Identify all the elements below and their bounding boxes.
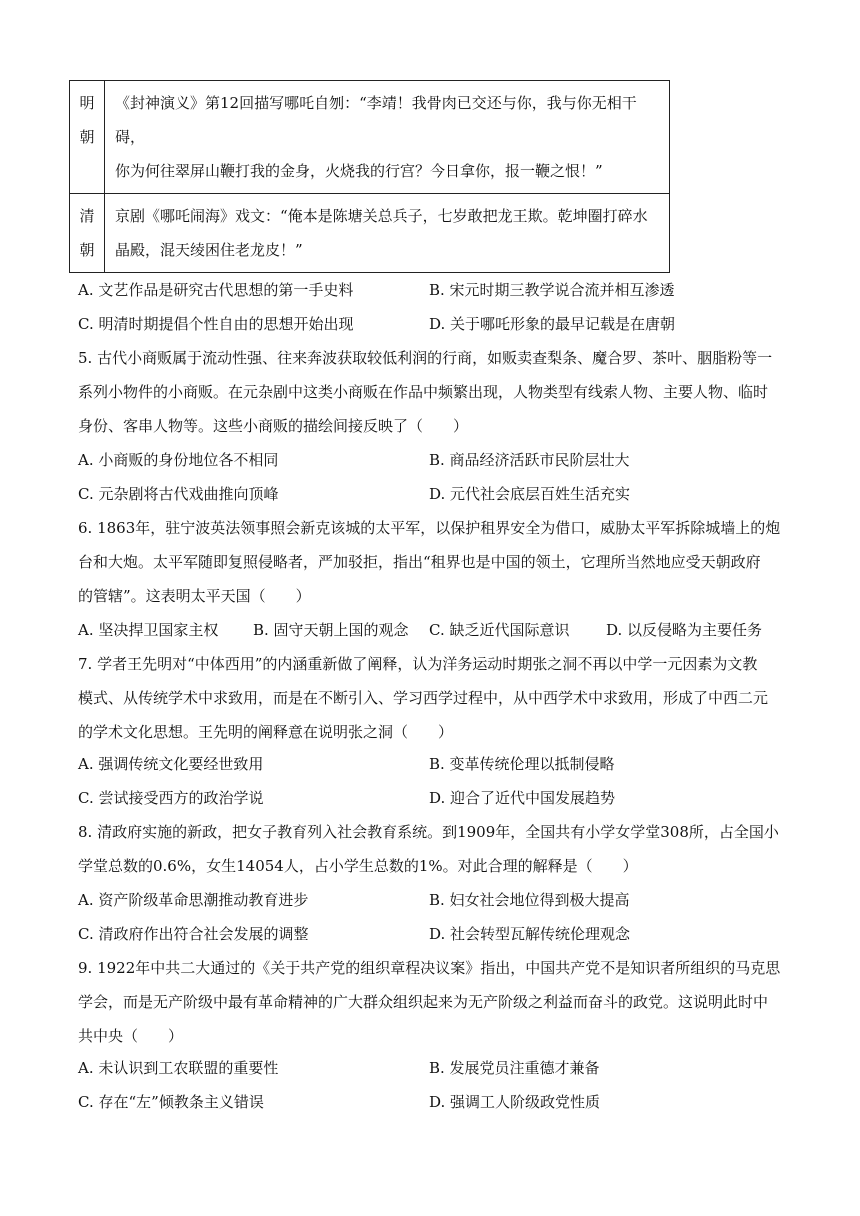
q9-stem: 9. 1922年中共二大通过的《关于共产党的组织章程决议案》指出，中国共产党不是知识者所组织的马克思 学会，而是无产阶级中最有革命精神的广大群众组织起来为无产阶级之利益而奋斗的政党。这说明此时中 共中央（ ） [78, 959, 781, 1045]
q7-option-a[interactable]: A. 强调传统文化要经世致用 [78, 755, 264, 773]
q4-option-a[interactable]: A. 文艺作品是研究古代思想的第一手史料 [78, 281, 354, 299]
q4-option-d[interactable]: D. 关于哪吒形象的最早记载是在唐朝 [429, 315, 676, 333]
q7-options-row-1 [78, 747, 786, 781]
q9-option-a[interactable]: A. 未认识到工农联盟的重要性 [78, 1059, 279, 1077]
q7-option-b[interactable]: B. 变革传统伦理以抵制侵略 [429, 755, 615, 773]
q7-options-row-2 [78, 781, 786, 815]
q4-options-row-1 [78, 273, 786, 307]
q5-options-row-2 [78, 477, 786, 511]
q4-option-c[interactable]: C. 明清时期提倡个性自由的思想开始出现 [78, 315, 354, 333]
q9-option-b[interactable]: B. 发展党员注重德才兼备 [429, 1059, 600, 1077]
q5-stem: 5. 古代小商贩属于流动性强、往来奔波获取较低利润的行商，如贩卖查梨条、魔合罗、茶叶、胭脂粉等一 系列小物件的小商贩。在元杂剧中这类小商贩在作品中频繁出现，人物类型有线索人物、主要人物、临时 身份、客串人物等。这些小商贩的描绘间接反映了（ ） [78, 349, 773, 435]
q9-options-row-1 [78, 1051, 786, 1085]
q9-option-d[interactable]: D. 强调工人阶级政党性质 [429, 1093, 601, 1111]
table-row [70, 194, 670, 273]
quote-cell: 《封神演义》第12回描写哪吒自刎：“李靖！我骨肉已交还与你，我与你无相干碍， 你为何往翠屏山鞭打我的金身，火烧我的行宫？今日拿你，报一鞭之恨！” [105, 81, 670, 194]
q4-options-row-2 [78, 307, 786, 341]
q7-option-d[interactable]: D. 迎合了近代中国发展趋势 [429, 789, 616, 807]
q8-stem: 8. 清政府实施的新政，把女子教育列入社会教育系统。到1909年，全国共有小学女学堂308所，占全国小 学堂总数的0.6%，女生14054人，占小学生总数的1%。对此合理的解释是（ ） [78, 823, 779, 875]
q8-option-a[interactable]: A. 资产阶级革命思潮推动教育进步 [78, 891, 309, 909]
q9-option-c[interactable]: C. 存在“左”倾教条主义错误 [78, 1093, 264, 1111]
q8-option-d[interactable]: D. 社会转型瓦解传统伦理观念 [429, 925, 631, 943]
q5-option-a[interactable]: A. 小商贩的身份地位各不相同 [78, 451, 279, 469]
q5-options-row-1 [78, 443, 786, 477]
q4-option-b[interactable]: B. 宋元时期三教学说合流并相互渗透 [429, 281, 675, 299]
q8-option-b[interactable]: B. 妇女社会地位得到极大提高 [429, 891, 630, 909]
q8-options-row-1 [78, 883, 786, 917]
q7-stem: 7. 学者王先明对“中体西用”的内涵重新做了阐释，认为洋务运动时期张之洞不再以中学一元因素为文教 模式、从传统学术中求致用，而是在不断引入、学习西学过程中，从中西学术中求致用，形成了中西二元 的学术文化思想。王先明的阐释意在说明张之洞（ ） [78, 655, 769, 741]
q6-option-d[interactable]: D. 以反侵略为主要任务 [606, 621, 763, 639]
q8-options-row-2 [78, 917, 786, 951]
q6-stem: 6. 1863年，驻宁波英法领事照会新克该城的太平军，以保护租界安全为借口，威胁太平军拆除城墙上的炮 台和大炮。太平军随即复照侵略者，严加驳拒，指出“租界也是中国的领土，它理所当然地应受天朝政府 的管辖”。这表明太平天国（ ） [78, 519, 781, 605]
q8-option-c[interactable]: C. 清政府作出符合社会发展的调整 [78, 925, 309, 943]
source-table [69, 80, 670, 273]
q7-option-c[interactable]: C. 尝试接受西方的政治学说 [78, 789, 264, 807]
dynasty-cell: 明 朝 [70, 81, 105, 194]
dynasty-cell: 清 朝 [70, 194, 105, 273]
q9-options-row-2 [78, 1085, 786, 1119]
table-row [70, 81, 670, 194]
q5-option-b[interactable]: B. 商品经济活跃市民阶层壮大 [429, 451, 630, 469]
q5-option-c[interactable]: C. 元杂剧将古代戏曲推向顶峰 [78, 485, 279, 503]
q6-option-c[interactable]: C. 缺乏近代国际意识 [429, 621, 570, 639]
q5-option-d[interactable]: D. 元代社会底层百姓生活充实 [429, 485, 631, 503]
q6-options-row [78, 613, 786, 647]
q6-option-a[interactable]: A. 坚决捍卫国家主权 [78, 621, 219, 639]
q6-option-b[interactable]: B. 固守天朝上国的观念 [253, 621, 409, 639]
quote-cell: 京剧《哪吒闹海》戏文：“俺本是陈塘关总兵子，七岁敢把龙王欺。乾坤圈打碎水 晶殿，混天绫困住老龙皮！” [105, 194, 670, 273]
